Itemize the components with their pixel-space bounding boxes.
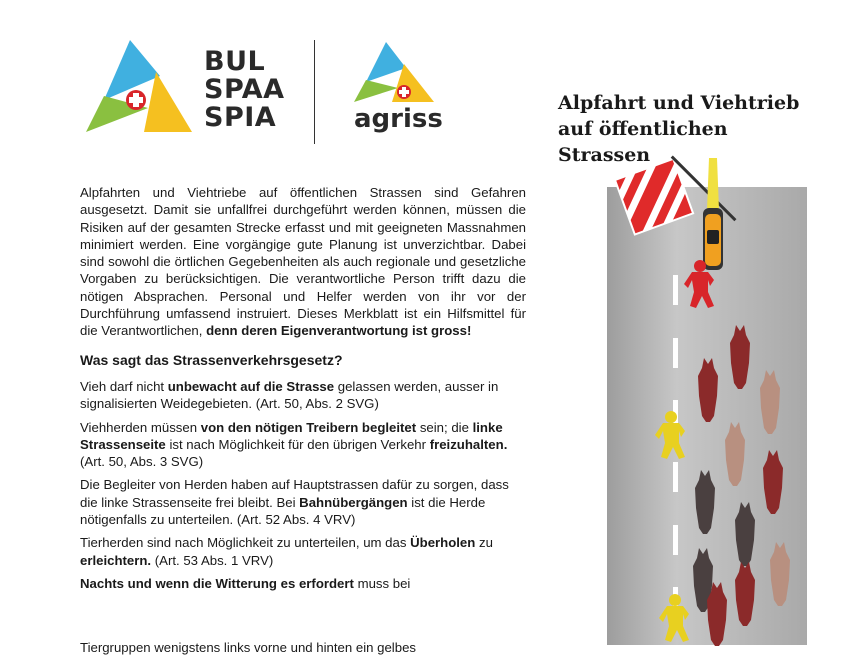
logo-divider xyxy=(314,40,315,144)
bul-line: BUL xyxy=(204,46,266,77)
text: Vieh darf nicht xyxy=(80,378,168,394)
text: Viehherden müssen xyxy=(80,419,201,435)
section-title: Was sagt das Strassenverkehrsgesetz? xyxy=(80,351,343,368)
intro-text: Alpfahrten und Viehtriebe auf öffentlichen Strassen sind Gefahren ausgesetzt. Damit sie unfallfrei durchgeführt werden können, müssen die Risiken auf der gesamten Strecke erfasst und mit geeigneten Massnahmen minimiert werden. Eine vorgängige gute Planung ist unverzichtbar. Dabei sind sowohl die örtlichen Gegebenheiten als auch regionale und gesetzliche Vorgaben zu berücksichtigen. Die verantwortliche Person trifft dazu die nötigen Absprachen. Personal und Helfer werden von ihr vor der Durchführung umfassend instruiert. Dieses Merkblatt ist ein Hilfsmittel für die Verantwortlichen, xyxy=(80,185,526,339)
bold-text: Überholen xyxy=(410,535,476,551)
road-illustration xyxy=(605,150,820,645)
intro-paragraph xyxy=(80,184,526,340)
bold-text: von den nötigen Treibern begleitet xyxy=(200,419,417,435)
agriss-wordmark: agriss xyxy=(354,104,443,134)
bul-logo-icon xyxy=(84,38,194,134)
text: Tierherden sind nach Möglichkeit zu unterteilen, um das xyxy=(80,535,411,551)
bold-text: unbewacht auf die Strasse xyxy=(167,378,335,394)
intro-bold: denn deren Eigenverantwortung ist gross! xyxy=(206,323,472,339)
logo-group xyxy=(84,38,444,148)
text: zu xyxy=(475,535,493,551)
body-text xyxy=(80,184,526,598)
text: Die Begleiter von Herden haben auf Hauptstrassen dafür zu sorgen, dass die linke Strassenseite frei bleibt. Bei xyxy=(80,477,509,510)
bold-text: Nachts und wenn die Witterung es erfordert xyxy=(80,575,354,591)
text: ist nach Möglichkeit für den übrigen Verkehr xyxy=(165,436,430,452)
text: (Art. 53 Abs. 1 VRV) xyxy=(151,552,274,568)
paragraph-4 xyxy=(80,534,526,569)
agriss-logo-icon xyxy=(352,40,436,104)
bul-spaa-spia-wordmark xyxy=(204,48,285,132)
paragraph-2 xyxy=(80,419,526,471)
text: ist die Herde nötigenfalls zu unterteilen. (Art. 52 Abs. 4 VRV) xyxy=(80,494,486,528)
bold-text: linke Strassenseite xyxy=(80,419,503,452)
bold-text: erleichtern. xyxy=(80,552,152,568)
title-line-2: auf öffentlichen Strassen xyxy=(558,118,728,166)
paragraph-3 xyxy=(80,476,526,528)
spia-line: SPIA xyxy=(204,102,277,133)
spaa-line: SPAA xyxy=(204,74,285,105)
text: (Art. 50, Abs. 3 SVG) xyxy=(80,454,204,470)
signal-light-icon xyxy=(703,158,723,270)
text: gelassen werden, ausser in signalisierten Weidegebieten. (Art. 50, Abs. 2 SVG) xyxy=(80,378,499,412)
text: sein; die xyxy=(416,419,473,435)
bold-text: Bahnübergängen xyxy=(299,494,408,510)
title-line-1: Alpfahrt und Viehtrieb xyxy=(558,92,800,114)
cut-off-line: Tiergruppen wenigstens links vorne und hinten ein gelbes xyxy=(80,640,417,655)
paragraph-5 xyxy=(80,575,526,592)
text: muss bei xyxy=(353,575,411,591)
paragraph-1 xyxy=(80,378,526,413)
bold-text: freizuhalten. xyxy=(429,436,508,452)
